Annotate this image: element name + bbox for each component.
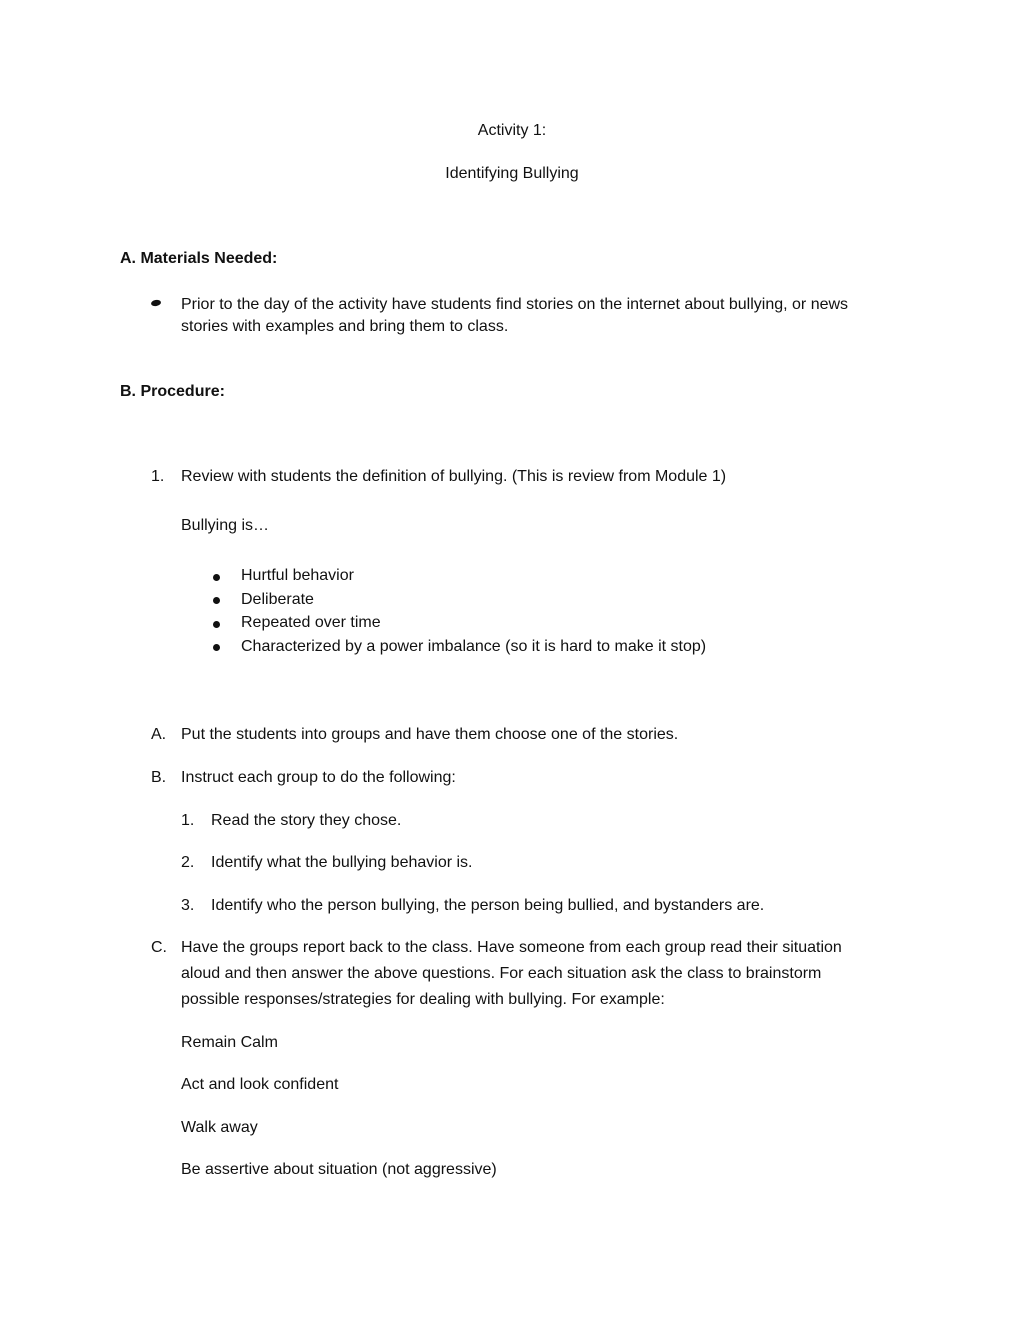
bullet-icon	[213, 597, 220, 604]
bullying-is-label: Bullying is…	[181, 517, 270, 534]
step-1-marker: 1.	[151, 468, 165, 485]
step-c-marker: C.	[151, 939, 167, 956]
step-c-text-line3: possible responses/strategies for dealing with bullying. For example:	[181, 991, 665, 1008]
example-item: Act and look confident	[181, 1076, 339, 1093]
materials-heading: A. Materials Needed:	[120, 250, 278, 267]
step-a-text: Put the students into groups and have them choose one of the stories.	[181, 726, 679, 743]
step-b-marker: B.	[151, 769, 167, 786]
step-1-text: Review with students the definition of bullying. (This is review from Module 1)	[181, 468, 727, 485]
bullet-icon	[213, 574, 220, 581]
sub-item-text: Identify what the bullying behavior is.	[211, 854, 473, 871]
sub-item-marker: 1.	[181, 812, 195, 829]
definition-item: Characterized by a power imbalance (so it is hard to make it stop)	[241, 638, 707, 655]
bullet-icon	[213, 644, 220, 651]
example-item: Be assertive about situation (not aggressive)	[181, 1161, 497, 1178]
sub-item-marker: 3.	[181, 897, 195, 914]
bullet-icon	[213, 621, 220, 628]
definition-item: Hurtful behavior	[241, 567, 354, 584]
sub-item-marker: 2.	[181, 854, 195, 871]
materials-text-line2: stories with examples and bring them to class.	[181, 318, 509, 335]
step-a-marker: A.	[151, 726, 167, 743]
bullet-icon	[151, 299, 162, 307]
activity-title: Activity 1:	[477, 122, 547, 139]
step-c-text-line2: aloud and then answer the above questions. For each situation ask the class to brainstorm	[181, 965, 822, 982]
example-item: Walk away	[181, 1119, 258, 1136]
step-c-text-line1: Have the groups report back to the class. Have someone from each group read their situation	[181, 939, 842, 956]
step-b-text: Instruct each group to do the following:	[181, 769, 456, 786]
definition-item: Deliberate	[241, 591, 314, 608]
example-item: Remain Calm	[181, 1034, 278, 1051]
sub-item-text: Read the story they chose.	[211, 812, 402, 829]
materials-text-line1: Prior to the day of the activity have students find stories on the internet about bullying, or news	[181, 296, 849, 313]
activity-subtitle: Identifying Bullying	[445, 165, 579, 182]
procedure-heading: B. Procedure:	[120, 383, 225, 400]
sub-item-text: Identify who the person bullying, the person being bullied, and bystanders are.	[211, 897, 765, 914]
definition-item: Repeated over time	[241, 614, 381, 631]
